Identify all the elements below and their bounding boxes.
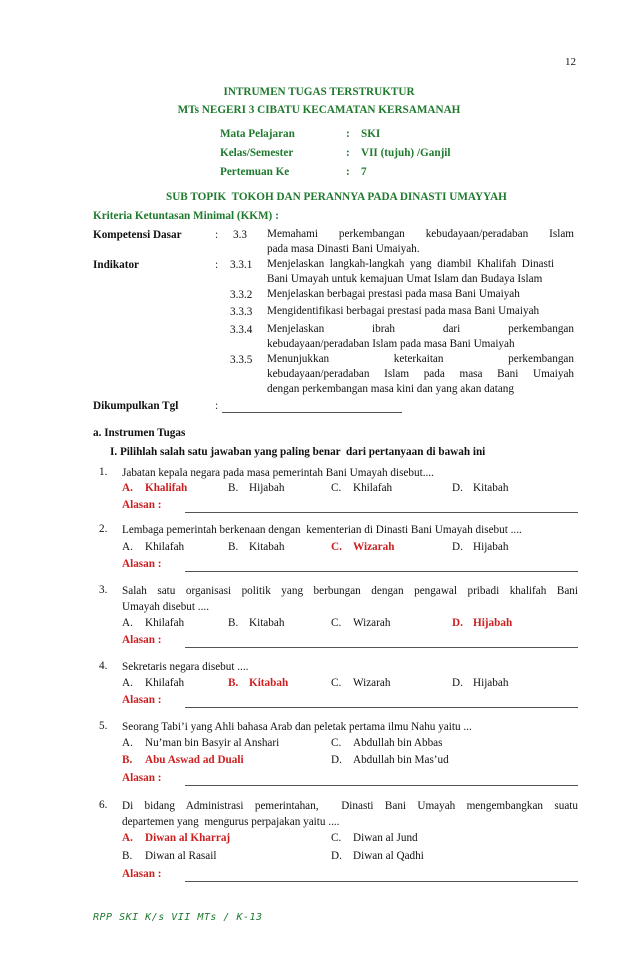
kd-text bbox=[267, 227, 574, 257]
option-text[interactable]: Diwan al Qadhi bbox=[353, 850, 424, 862]
meta-colon: : bbox=[346, 166, 350, 178]
indikator-text bbox=[267, 287, 574, 302]
alasan-answer-line[interactable] bbox=[185, 571, 578, 572]
option-letter[interactable]: A. bbox=[122, 541, 133, 553]
option-letter[interactable]: D. bbox=[452, 617, 463, 629]
option-letter[interactable]: C. bbox=[331, 737, 342, 749]
indikator-line: kebudayaan/peradaban Islam pada masa Bani Umaiyah bbox=[267, 368, 574, 380]
indikator-line: kebudayaan/peradaban Islam pada masa Bani Umaiyah bbox=[267, 338, 515, 350]
meta-value: VII (tujuh) /Ganjil bbox=[361, 147, 451, 159]
question-number: 6. bbox=[99, 799, 108, 811]
dikumpulkan-colon: : bbox=[215, 400, 219, 412]
indikator-line: Menjelaskan berbagai prestasi pada masa Bani Umaiyah bbox=[267, 288, 520, 300]
indikator-line: Menjelaskan ibrah dari perkembangan bbox=[267, 323, 574, 335]
option-text[interactable]: Kitabah bbox=[249, 677, 289, 689]
option-text[interactable]: Diwan al Jund bbox=[353, 832, 418, 844]
option-letter[interactable]: B. bbox=[228, 482, 239, 494]
alasan-label: Alasan : bbox=[122, 772, 162, 784]
option-text[interactable]: Abdullah bin Abbas bbox=[353, 737, 443, 749]
option-letter[interactable]: D. bbox=[452, 482, 463, 494]
alasan-answer-line[interactable] bbox=[185, 647, 578, 648]
option-text[interactable]: Kitabah bbox=[249, 541, 285, 553]
section-i-heading: I. Pilihlah salah satu jawaban yang paling benar dari pertanyaan di bawah ini bbox=[110, 446, 486, 458]
kd-colon: : bbox=[215, 229, 219, 241]
question-number: 1. bbox=[99, 466, 108, 478]
alasan-answer-line[interactable] bbox=[185, 512, 578, 513]
option-text[interactable]: Diwan al Rasail bbox=[145, 850, 217, 862]
indikator-line: Menjelaskan langkah-langkah yang diambil Khalifah Dinasti bbox=[267, 258, 555, 270]
indikator-text bbox=[267, 257, 574, 287]
option-letter[interactable]: C. bbox=[331, 541, 342, 553]
dikumpulkan-label: Dikumpulkan Tgl bbox=[93, 400, 179, 412]
indikator-number: 3.3.2 bbox=[230, 289, 253, 301]
option-text[interactable]: Nu’man bin Basyir al Anshari bbox=[145, 737, 280, 749]
kd-number: 3.3 bbox=[233, 229, 247, 241]
indikator-line: Menunjukkan keterkaitan perkembangan bbox=[267, 353, 574, 365]
option-letter[interactable]: D. bbox=[331, 850, 342, 862]
indikator-colon: : bbox=[215, 259, 219, 271]
indikator-line: Bani Umayah untuk kemajuan Umat Islam dan Budaya Islam bbox=[267, 273, 543, 285]
date-blank-line[interactable] bbox=[222, 412, 402, 413]
indikator-number: 3.3.3 bbox=[230, 306, 253, 318]
meta-colon: : bbox=[346, 147, 350, 159]
option-text[interactable]: Wizarah bbox=[353, 541, 395, 553]
alasan-label: Alasan : bbox=[122, 499, 162, 511]
option-text[interactable]: Hijabah bbox=[473, 677, 509, 689]
option-text[interactable]: Khalifah bbox=[145, 482, 188, 494]
option-letter[interactable]: B. bbox=[122, 850, 133, 862]
indikator-line: dengan perkembangan masa kini dan yang akan datang bbox=[267, 383, 514, 395]
school-name: MTs NEGERI 3 CIBATU KECAMATAN KERSAMANAH bbox=[177, 104, 461, 116]
meta-meeting bbox=[220, 166, 520, 182]
indikator-text bbox=[267, 322, 574, 352]
option-letter[interactable]: B. bbox=[228, 541, 239, 553]
option-letter[interactable]: A. bbox=[122, 737, 133, 749]
alasan-answer-line[interactable] bbox=[185, 881, 578, 882]
option-letter[interactable]: D. bbox=[452, 541, 463, 553]
indikator-line: Mengidentifikasi berbagai prestasi pada masa Bani Umaiyah bbox=[267, 305, 540, 317]
kd-line: Memahami perkembangan kebudayaan/peradaban Islam bbox=[267, 228, 574, 240]
question-text: Seorang Tabi’i yang Ahli bahasa Arab dan peletak pertama ilmu Nahu yaitu ... bbox=[122, 721, 472, 733]
option-letter[interactable]: A. bbox=[122, 832, 133, 844]
option-text[interactable]: Abu Aswad ad Duali bbox=[145, 754, 244, 766]
option-letter[interactable]: C. bbox=[331, 677, 342, 689]
meta-value: SKI bbox=[361, 128, 381, 140]
footer-label: RPP SKI K/s VII MTs / K-13 bbox=[93, 912, 263, 923]
option-letter[interactable]: A. bbox=[122, 617, 133, 629]
option-text[interactable]: Wizarah bbox=[353, 677, 391, 689]
indikator-label: Indikator bbox=[93, 259, 140, 271]
option-text[interactable]: Hijabah bbox=[473, 541, 509, 553]
question-text bbox=[122, 583, 578, 615]
meta-class bbox=[220, 147, 520, 163]
option-letter[interactable]: B. bbox=[122, 754, 133, 766]
question-text: Jabatan kepala negara pada masa pemerintah Bani Umayah disebut.... bbox=[122, 467, 434, 479]
option-text[interactable]: Khilafah bbox=[145, 617, 185, 629]
alasan-answer-line[interactable] bbox=[185, 785, 578, 786]
meta-subject bbox=[220, 128, 520, 144]
indikator-text bbox=[267, 304, 574, 319]
option-text[interactable]: Diwan al Kharraj bbox=[145, 832, 231, 844]
option-letter[interactable]: D. bbox=[331, 754, 342, 766]
indikator-number: 3.3.4 bbox=[230, 324, 253, 336]
option-letter[interactable]: C. bbox=[331, 482, 342, 494]
indikator-number: 3.3.5 bbox=[230, 354, 253, 366]
option-text[interactable]: Khilafah bbox=[353, 482, 393, 494]
kd-line: pada masa Dinasti Bani Umaiyah. bbox=[267, 243, 420, 255]
question-text: Lembaga pemerintah berkenaan dengan kementerian di Dinasti Bani Umayah disebut .... bbox=[122, 524, 522, 536]
option-text[interactable]: Khilafah bbox=[145, 541, 185, 553]
question-number: 2. bbox=[99, 523, 108, 535]
option-letter[interactable]: D. bbox=[452, 677, 463, 689]
option-letter[interactable]: B. bbox=[228, 677, 239, 689]
document-title: INTRUMEN TUGAS TERSTRUKTUR bbox=[223, 86, 415, 98]
question-text bbox=[122, 798, 578, 830]
option-text[interactable]: Khilafah bbox=[145, 677, 185, 689]
alasan-label: Alasan : bbox=[122, 694, 162, 706]
alasan-label: Alasan : bbox=[122, 634, 162, 646]
section-a-heading: a. Instrumen Tugas bbox=[93, 427, 186, 439]
option-text[interactable]: Kitabah bbox=[249, 617, 285, 629]
question-text: Sekretaris negara disebut .... bbox=[122, 661, 249, 673]
option-text[interactable]: Abdullah bin Mas’ud bbox=[353, 754, 449, 766]
question-number: 3. bbox=[99, 584, 108, 596]
meta-key: Pertemuan Ke bbox=[220, 166, 290, 178]
option-letter[interactable]: A. bbox=[122, 677, 133, 689]
option-text[interactable]: Hijabah bbox=[249, 482, 285, 494]
question-line: Di bidang Administrasi pemerintahan, Dinasti Bani Umayah mengembangkan suatu bbox=[122, 800, 578, 812]
question-number: 4. bbox=[99, 660, 108, 672]
question-line: Salah satu organisasi politik yang berbungan dengan pengawal pribadi khalifah Bani bbox=[122, 585, 578, 597]
option-letter[interactable]: B. bbox=[228, 617, 239, 629]
option-text[interactable]: Hijabah bbox=[473, 617, 513, 629]
alasan-answer-line[interactable] bbox=[185, 707, 578, 708]
kkm-label: Kriteria Ketuntasan Minimal (KKM) : bbox=[93, 210, 279, 222]
option-text[interactable]: Kitabah bbox=[473, 482, 509, 494]
option-letter[interactable]: C. bbox=[331, 617, 342, 629]
meta-key: Mata Pelajaran bbox=[220, 128, 295, 140]
kd-label: Kompetensi Dasar bbox=[93, 229, 182, 241]
meta-value: 7 bbox=[361, 166, 367, 178]
question-line: departemen yang mengurus perpajakan yaitu .... bbox=[122, 816, 340, 828]
meta-key: Kelas/Semester bbox=[220, 147, 294, 159]
indikator-number: 3.3.1 bbox=[230, 259, 253, 271]
subtopic: SUB TOPIK TOKOH DAN PERANNYA PADA DINASTI UMAYYAH bbox=[166, 191, 507, 203]
page-number: 12 bbox=[565, 56, 576, 68]
option-text[interactable]: Wizarah bbox=[353, 617, 391, 629]
question-number: 5. bbox=[99, 720, 108, 732]
option-letter[interactable]: C. bbox=[331, 832, 342, 844]
indikator-text bbox=[267, 352, 574, 397]
alasan-label: Alasan : bbox=[122, 868, 162, 880]
meta-colon: : bbox=[346, 128, 350, 140]
option-letter[interactable]: A. bbox=[122, 482, 133, 494]
question-line: Umayah disebut .... bbox=[122, 601, 209, 613]
alasan-label: Alasan : bbox=[122, 558, 162, 570]
